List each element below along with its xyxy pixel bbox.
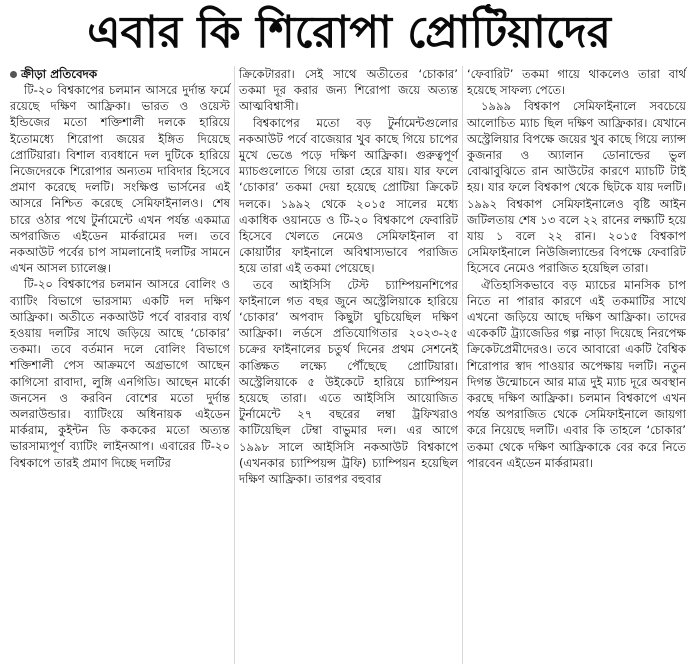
paragraph: তবে আইসিসি টেস্ট চ্যাম্পিয়নশিপের ফাইনালে গত বছর জুনে অস্ট্রেলিয়াকে হারিয়ে ‘চোকার’ অপবাদ কিছুটা ঘুচিয়েছিল দক্ষিণ আফ্রিকা। লর্ডসে প্রতিযোগিতার ২০২৩-২৫ চক্রের ফাইনালের চতুর্থ দিনের প্রথম সেশনেই কাঙ্ক্ষিত লক্ষ্যে পৌঁছেছে প্রোটিয়ারা। অস্ট্রেলিয়াকে ৫ উইকেটে হারিয়ে চ্যাম্পিয়ন হয়েছে তারা। এতে আইসিসি আয়োজিত টুর্নামেন্টে ২৭ বছরের লম্বা ট্রফিখরাও কাটিয়েছিল টেম্বা বাভুমার দল। এর আগে ১৯৯৮ সালে আইসিসি নকআউট বিশ্বকাপে (এখনকার চ্যাম্পিয়ন্স ট্রফি) চ্যাম্পিয়ন হয়েছিল দক্ষিণ আফ্রিকা। তারপর বহুবার: [239, 277, 458, 487]
paragraph: টি-২০ বিশ্বকাপের চলমান আসরে বোলিং ও ব্যাটিং বিভাগে ভারসাম্য একটি দল দক্ষিণ আফ্রিকা। অতীতে নকআউট পর্বে বারবার ব্যর্থ হওয়ায় দলটির সাথে জড়িয়ে আছে ‘চোকার’ তকমা। তবে বর্তমান দলে বোলিং বিভাগে শক্তিশালী পেস আক্রমণে অগ্রভাগে আছেন কাগিসো রাবাদা, লুঙ্গি এনগিডি। আছেন মার্কো জনসেন ও করবিন বোশের মতো দুর্দান্ত অলরাউন্ডার। ব্যাটিংয়ে অধিনায়ক এইডেন মার্করাম, কুইন্টন ডি কককের মতো অত্যন্ত ভারসাম্যপূর্ণ ব্যাটিং লাইনআপ। এবারের টি-২০ বিশ্বকাপে তারই প্রমাণ দিচ্ছে দলটির: [10, 277, 230, 470]
paragraph: ক্রিকেটাররা। সেই সাথে অতীতের ‘চোকার’ তকমা দূর করার জন্য শিরোপা জয়ে অত্যন্ত আত্মবিশ্বাসী।: [239, 67, 458, 114]
article-column-1: [6, 66, 234, 664]
paragraph: ১৯৯৯ বিশ্বকাপ সেমিফাইনালে সবচেয়ে আলোচিত ম্যাচ ছিল দক্ষিণ আফ্রিকার। যেখানে অস্ট্রেলিয়ার বিপক্ষে জয়ের খুব কাছে গিয়ে ল্যান্স কুজনার ও অ্যালান ডোনাল্ডের ভুল বোঝাবুঝিতে রান আউটের কারণে ম্যাচটি টাই হয়। যার ফলে বিশ্বকাপ থেকে ছিটকে যায় দলটি। ১৯৯২ বিশ্বকাপ সেমিফাইনালেও বৃষ্টি আইন জটিলতায় শেষ ১৩ বলে ২২ রানের লক্ষ্যটি হয়ে যায় ১ বলে ২২ রান। ২০১৫ বিশ্বকাপ সেমিফাইনালে নিউজিল্যান্ডের বিপক্ষে ফেবারিট হিসেবে নেমেও পরাজিত হয়েছিল তারা।: [467, 99, 686, 276]
paragraph: বিশ্বকাপের মতো বড় টুর্নামেন্টগুলোর নকআউট পর্বে বাজেয়ার খুব কাছে গিয়ে চাপের মুখে ভেঙে পড়ে দক্ষিণ আফ্রিকা। গুরুত্বপূর্ণ ম্যাচগুলোতে গিয়ে তারা হেরে যায়। যার ফলে ‘চোকার’ তকমা দেয়া হয়েছে প্রোটিয়া ক্রিকেট দলকে। ১৯৯২ থেকে ২০১৫ সালের মধ্যে একাধিক ওয়ানডে ও টি-২০ বিশ্বকাপে ফেবারিট হিসেবে খেলতে নেমেও সেমিফাইনাল বা কোয়ার্টার ফাইনালে অবিশ্বাস্যভাবে পরাজিত হয়ে তারা এই তকমা পেয়েছে।: [239, 115, 458, 276]
article-body: [6, 66, 692, 664]
article-headline: এবার কি শিরোপা প্রোটিয়াদের: [87, 7, 611, 58]
paragraph: ‘ফেবারিট’ তকমা গায়ে থাকলেও তারা বার্থ হয়েছে সাফল্য পেতে।: [467, 67, 686, 98]
byline-text: ক্রীড়া প্রতিবেদক: [21, 67, 97, 81]
paragraph: টি-২০ বিশ্বকাপের চলমান আসরে দুর্দান্ত ফর্মে রয়েছে দক্ষিণ আফ্রিকা। ভারত ও ওয়েস্ট ইন্ডিজের মতো শক্তিশালী দলকে হারিয়ে ইতোমধ্যে শিরোপা জয়ের ইঙ্গিত দিয়েছে প্রোটিয়ারা। বিশাল ব্যবধানে দল দুটিকে হারিয়ে নিজেদেরকে শিরোপার অন্যতম দাবিদার হিসেবে প্রমাণ করেছে দলটি। সংক্ষিপ্ত ভার্সনের এই আসরে নিশ্চিত করেছে সেমিফাইনালও। শেষ চারে ওঠার পথে টুর্নামেন্টে এখন পর্যন্ত একমাত্র অপরাজিত এইডেন মার্করামের দল। তবে নকআউট পর্বের চাপ সামলানোই দলটির সামনে এখন আসল চ্যালেঞ্জ।: [10, 83, 230, 276]
byline: [10, 66, 230, 82]
article-column-2: [234, 66, 462, 664]
paragraph: ঐতিহাসিকভাবে বড় ম্যাচের মানসিক চাপ নিতে না পারার কারণে এই তকমাটির সাথে এখনো জড়িয়ে আছে দক্ষিণ আফ্রিকা। তাদের একেকটি ট্র্যাজেডির গল্প নাড়া দিয়েছে নিরপেক্ষ ক্রিকেটপ্রেমীদেরও। তবে আবারো একটি বৈশ্বিক শিরোপার স্বাদ পাওয়ার অপেক্ষায় দলটি। নতুন দিগন্ত উন্মোচনে আর মাত্র দুই ম্যাচ দূরে অবস্থান করছে দক্ষিণ আফ্রিকা। চলমান বিশ্বকাপে এখন পর্যন্ত অপরাজিত থেকে সেমিফাইনালে জায়গা করে নিয়েছে দলটি। এবার কি তাহলে ‘চোকার’ তকমা থেকে দক্ষিণ আফ্রিকাকে বের করে নিতে পারবেন এইডেন মার্করামরা।: [467, 277, 686, 470]
bullet-icon: [10, 71, 17, 78]
article-column-3: [462, 66, 690, 664]
